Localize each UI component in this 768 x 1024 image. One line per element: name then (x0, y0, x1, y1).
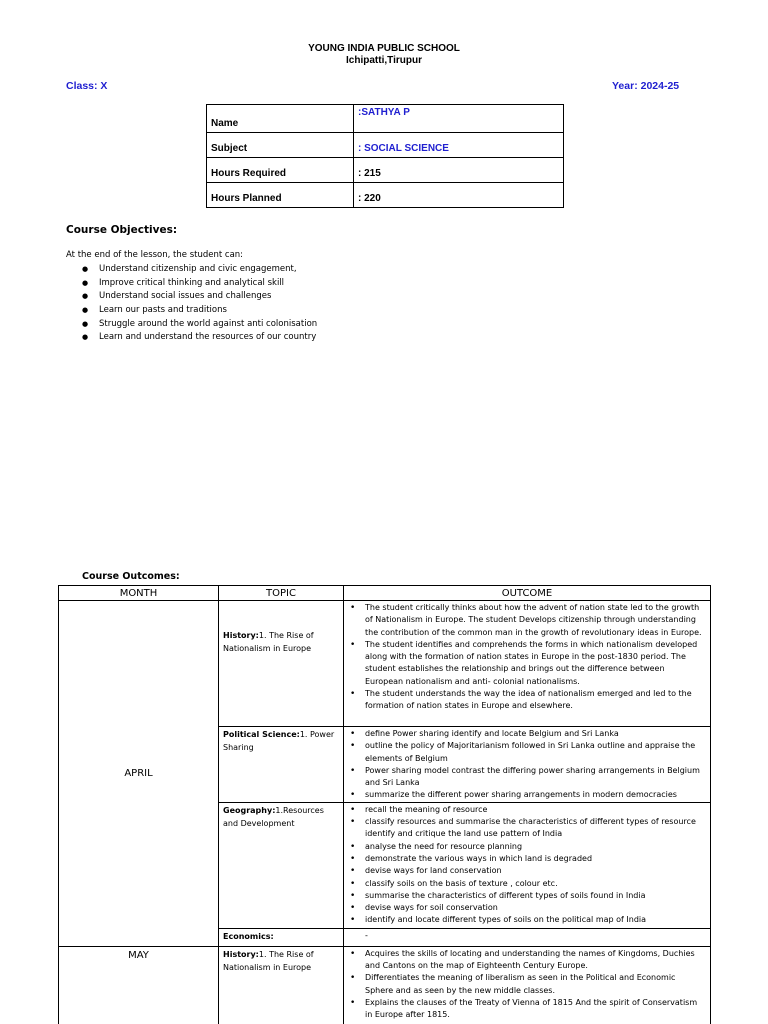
table-row (59, 601, 711, 727)
list-item: • define Power sharing identify and locate Belgium and Sri Lanka (344, 728, 704, 740)
column-header-outcome: OUTCOME (344, 586, 711, 601)
outcome-list (344, 728, 704, 802)
year-label: Year: 2024-25 (612, 80, 680, 92)
month-cell-may: MAY (59, 946, 219, 1024)
info-row-name (207, 105, 564, 133)
outcome-list (344, 602, 704, 713)
list-item: ● Learn our pasts and traditions (82, 304, 317, 318)
teacher-info-table (206, 104, 564, 208)
topic-cell (219, 727, 344, 803)
info-row-hours-required (207, 158, 564, 183)
list-item: • identify and locate different types of soils on the political map of India (344, 914, 704, 926)
month-cell-april: APRIL (59, 601, 219, 947)
outcome-list (344, 804, 704, 927)
list-item: • recall the meaning of resource (344, 804, 704, 816)
outcome-cell (344, 928, 711, 946)
topic-subject: History: (223, 949, 259, 959)
list-item: • devise ways for soil conservation (344, 902, 704, 914)
topic-cell (219, 928, 344, 946)
list-item: • Explains the clauses of the Treaty of Vienna of 1815 And the spirit of Conservatism in Europe after 1815. (344, 997, 704, 1022)
list-item: • Power sharing model contrast the differing power sharing arrangements in Belgium and Sri Lanka (344, 765, 704, 790)
objectives-list (82, 263, 317, 345)
class-label: Class: X (66, 80, 108, 92)
info-label: Hours Planned (207, 183, 354, 208)
list-item: ● Understand social issues and challenges (82, 290, 317, 304)
list-item: • demonstrate the various ways in which land is degraded (344, 853, 704, 865)
outcome-cell (344, 946, 711, 1024)
info-value: : SOCIAL SCIENCE (354, 133, 564, 158)
info-value: :SATHYA P (354, 105, 564, 133)
info-row-subject (207, 133, 564, 158)
school-name: YOUNG INDIA PUBLIC SCHOOL (308, 43, 460, 54)
outcome-cell (344, 802, 711, 928)
topic-subject: History: (223, 631, 259, 640)
school-place: Ichipatti,Tirupur (346, 55, 422, 66)
list-item: • The student critically thinks about how the advent of nation state led to the growth of Nationalism in Europe. The student Develops citizenship through understanding the contribution of the common man in the growth of revolutionary ideas in Europe. (344, 602, 704, 639)
list-item: • classify resources and summarise the characteristics of different types of resource identify and critique the land use pattern of India (344, 816, 704, 841)
topic-title: 1.Resources and Development (223, 805, 324, 828)
info-label: Subject (207, 133, 354, 158)
course-outcomes-title: Course Outcomes: (82, 571, 180, 582)
topic-subject: Economics: (223, 931, 274, 941)
empty-outcome-dash: - (365, 930, 368, 940)
course-objectives-title: Course Objectives: (66, 224, 178, 236)
list-item: • The student understands the way the idea of nationalism emerged and led to the formation of nation states in Europe and elsewhere. (344, 688, 704, 713)
column-header-topic: TOPIC (219, 586, 344, 601)
topic-title: 1. Power Sharing (223, 730, 335, 752)
list-item: • outline the policy of Majoritarianism followed in Sri Lanka outline and appraise the elements of Belgium (344, 740, 704, 765)
info-label: Name (207, 105, 354, 133)
list-item: • Differentiates the meaning of liberalism as seen in the Political and Economic Sphere and as seen by the new middle classes. (344, 972, 704, 997)
topic-title: 1. The Rise of Nationalism in Europe (223, 631, 314, 653)
topic-subject: Political Science: (223, 730, 300, 739)
info-row-hours-planned (207, 183, 564, 208)
outcome-cell (344, 601, 711, 727)
course-outcomes-table (58, 585, 711, 1024)
list-item: • The student identifies and comprehends the forms in which nationalism developed along with the formation of nation states in Europe in the post-1830 period. The student establishes the relationship and brings out the difference between European nationalism and anti- colonial nationalisms. (344, 639, 704, 688)
outcome-cell (344, 727, 711, 803)
list-item: • classify soils on the basis of texture , colour etc. (344, 878, 704, 890)
column-header-month: MONTH (59, 586, 219, 601)
topic-title: 1. The Rise of Nationalism in Europe (223, 949, 314, 972)
topic-subject: Geography: (223, 805, 276, 815)
objectives-intro: At the end of the lesson, the student can: (66, 250, 244, 260)
list-item: • Acquires the skills of locating and understanding the names of Kingdoms, Duchies and Cantons on the map of Eighteenth Century Europe. (344, 948, 704, 973)
topic-cell (219, 601, 344, 727)
topic-cell (219, 802, 344, 928)
list-item: ● Learn and understand the resources of our country (82, 331, 317, 345)
table-row (59, 946, 711, 1024)
outcome-list (344, 948, 704, 1022)
list-item: • analyse the need for resource planning (344, 841, 704, 853)
list-item: ● Understand citizenship and civic engagement, (82, 263, 317, 277)
info-label: Hours Required (207, 158, 354, 183)
topic-cell (219, 946, 344, 1024)
list-item: ● Improve critical thinking and analytical skill (82, 277, 317, 291)
list-item: • summarise the characteristics of different types of soils found in India (344, 890, 704, 902)
list-item: ● Struggle around the world against anti colonisation (82, 318, 317, 332)
info-value: : 220 (354, 183, 564, 208)
list-item: • devise ways for land conservation (344, 865, 704, 877)
table-header-row (59, 586, 711, 601)
list-item: • summarize the different power sharing arrangements in modern democracies (344, 789, 704, 801)
info-value: : 215 (354, 158, 564, 183)
